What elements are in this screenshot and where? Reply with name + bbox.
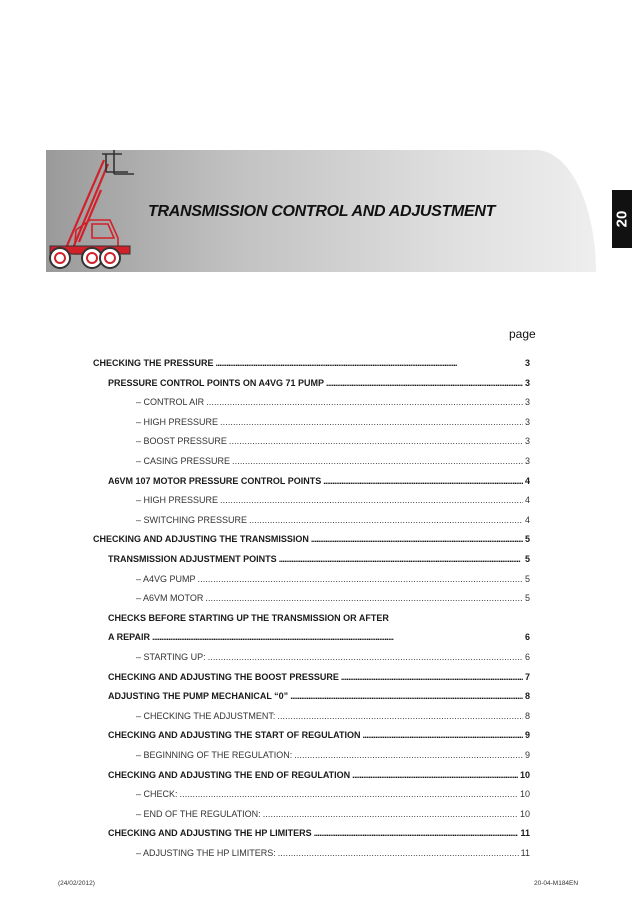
toc-entry-page: 5 [524,554,530,564]
toc-entry-title: PRESSURE CONTROL POINTS ON A4VG 71 PUMP [108,377,325,388]
footer-doc-code: 20-04-M184EN [534,880,579,887]
toc-entry-title: CHECKING THE PRESSURE [93,358,214,368]
toc-leader-dots [294,748,523,762]
toc-entry[interactable] [136,493,530,507]
toc-entry-page: 4 [524,514,530,525]
toc-entry-title: – A4VG PUMP [136,573,196,584]
toc-leader-dots [363,728,523,742]
toc-entry[interactable] [108,826,530,840]
toc-entry[interactable] [136,709,530,723]
toc-leader-dots [278,846,519,860]
toc-entry[interactable] [93,356,530,370]
toc-entry-title: – SWITCHING PRESSURE [136,514,248,525]
toc-entry-page: 10 [519,808,530,819]
toc-entry[interactable] [136,415,530,429]
toc-entry[interactable] [93,532,530,546]
toc-entry-title: CHECKING AND ADJUSTING THE TRANSMISSION [93,534,309,545]
toc-leader-dots [249,513,523,527]
toc-entry-page: 8 [524,710,530,721]
toc-entry-page: 5 [524,573,530,584]
toc-entry-title: ADJUSTING THE PUMP MECHANICAL “0” [108,691,289,702]
toc-leader-dots [220,493,523,507]
toc-leader-dots [311,532,523,546]
toc-entry-title: CHECKING AND ADJUSTING THE HP LIMITERS [108,828,312,839]
chapter-tab [612,190,632,248]
toc-leader-dots [220,415,523,429]
toc-entry-title: – BOOST PRESSURE [136,436,227,447]
toc-leader-dots [326,376,523,390]
toc-entry[interactable] [136,846,530,860]
toc-entry-page: 3 [524,377,530,388]
toc-entry-title: – BEGINNING OF THE REGULATION: [136,750,293,760]
toc-entry: CHECKS BEFORE STARTING UP THE TRANSMISSION OR AFTER [108,612,389,623]
toc-entry-page: 11 [520,848,530,858]
toc-entry[interactable] [136,591,530,605]
toc-entry-page: 6 [524,632,530,643]
toc-entry[interactable] [136,434,530,448]
toc-leader-dots [152,630,523,644]
toc-entry[interactable] [136,572,530,586]
toc-entry-page: 3 [524,436,530,447]
toc-entry-title: – CHECK: [136,789,178,800]
chapter-title: TRANSMISSION CONTROL AND ADJUSTMENT [148,203,496,220]
toc-entry[interactable] [108,768,530,782]
footer-date: (24/02/2012) [58,880,95,887]
toc-leader-dots [229,434,523,448]
toc-entry-page: 4 [524,495,530,506]
toc-leader-dots [216,356,523,370]
toc-entry[interactable] [136,787,530,801]
toc-entry[interactable] [108,670,530,684]
toc-entry-title: – END OF THE REGULATION: [136,808,261,819]
toc-entry[interactable] [136,395,530,409]
toc-entry[interactable] [108,689,530,703]
toc-entry[interactable] [136,650,530,664]
toc-entry-title: – STARTING UP: [136,652,206,662]
toc-entry-title: CHECKING AND ADJUSTING THE BOOST PRESSURE [108,671,339,682]
toc-entry-title: A REPAIR [108,632,151,643]
toc-entry-title: TRANSMISSION ADJUSTMENT POINTS [108,554,277,564]
toc-entry-page: 9 [524,730,530,741]
toc-leader-dots [352,768,518,782]
toc-entry-page: 3 [524,358,530,368]
toc-entry-title: – HIGH PRESSURE [136,495,219,506]
toc-page-header: page [509,327,536,341]
toc-leader-dots [279,552,523,566]
toc-entry[interactable] [108,474,530,488]
toc-leader-dots [314,826,519,840]
toc-entry-title: CHECKING AND ADJUSTING THE END OF REGULATION [108,769,351,780]
toc-entry-page: 5 [524,593,530,604]
toc-entry-page: 3 [524,416,530,427]
toc-leader-dots [341,670,523,684]
toc-entry-title: – HIGH PRESSURE [136,416,219,427]
toc-entry-page: 5 [524,534,530,545]
toc-entry-page: 11 [520,828,530,839]
chapter-tab-number: 20 [613,210,631,228]
toc-leader-dots [198,572,523,586]
toc-leader-dots [206,395,523,409]
toc-entry[interactable] [108,552,530,566]
toc-leader-dots [277,709,523,723]
toc-entry-title: – CHECKING THE ADJUSTMENT: [136,710,276,721]
toc-leader-dots [263,807,518,821]
toc-leader-dots [290,689,523,703]
toc-entry[interactable] [108,630,530,644]
toc-entry[interactable] [108,376,530,390]
toc-leader-dots [232,454,523,468]
toc-entry-page: 9 [524,750,530,760]
toc-entry-title: A6VM 107 MOTOR PRESSURE CONTROL POINTS [108,475,322,486]
toc-entry[interactable] [136,807,530,821]
toc-entry[interactable] [136,454,530,468]
toc-entry-title: – CONTROL AIR [136,397,205,408]
toc-entry-title: – A6VM MOTOR [136,593,204,604]
toc-entry-page: 6 [524,652,530,662]
toc-leader-dots [208,650,523,664]
toc-entry-page: 4 [524,475,530,486]
toc-entry-page: 8 [524,691,530,702]
toc-entry-page: 3 [524,456,530,466]
toc-entry[interactable] [108,728,530,742]
toc-entry-page: 3 [524,397,530,408]
toc-leader-dots [180,787,518,801]
toc-leader-dots [205,591,523,605]
toc-entry-page: 10 [519,769,530,780]
toc-entry-title: – CASING PRESSURE [136,456,231,466]
toc-leader-dots [323,474,523,488]
toc-entry[interactable] [136,748,530,762]
toc-entry-title: CHECKING AND ADJUSTING THE START OF REGULATION [108,730,361,741]
toc-entry-page: 7 [524,671,530,682]
toc-entry[interactable] [136,513,530,527]
toc-entry-title: – ADJUSTING THE HP LIMITERS: [136,848,276,858]
toc-entry-page: 10 [519,789,530,800]
